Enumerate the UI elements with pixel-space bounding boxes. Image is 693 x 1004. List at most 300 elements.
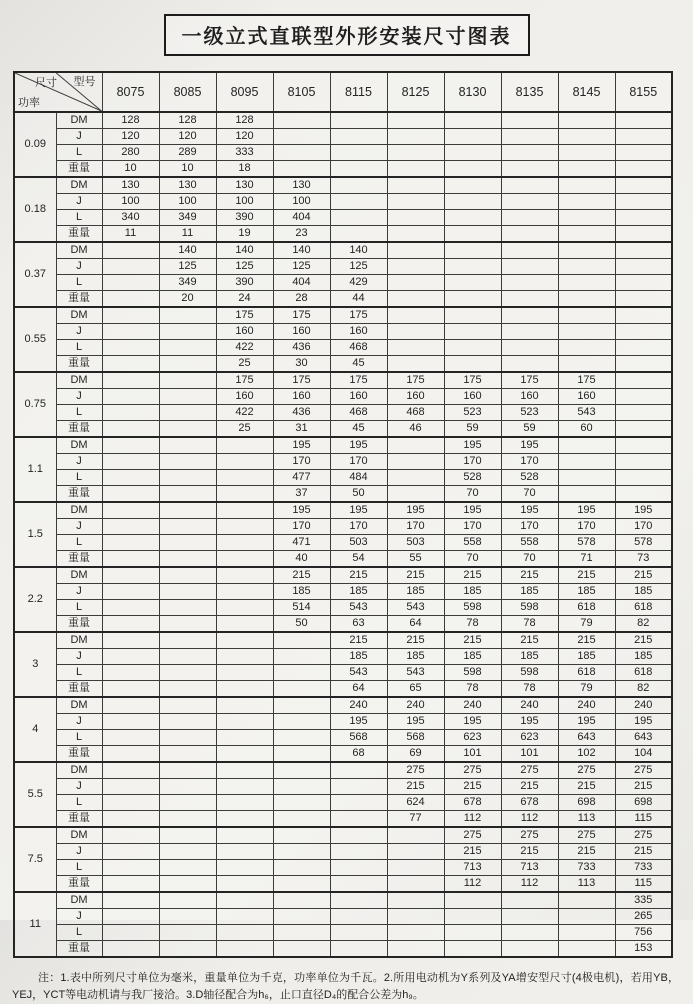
value-cell	[501, 194, 558, 210]
value-cell: 484	[330, 470, 387, 486]
value-cell	[159, 860, 216, 876]
table-row	[14, 746, 672, 763]
value-cell	[102, 779, 159, 795]
dimension-label-cell: L	[56, 600, 102, 616]
dimension-label-cell: 重量	[56, 161, 102, 178]
value-cell: 240	[615, 697, 672, 714]
value-cell: 185	[444, 584, 501, 600]
dimension-label-cell: L	[56, 470, 102, 486]
value-cell: 175	[501, 372, 558, 389]
value-cell	[444, 226, 501, 243]
dimension-label-cell: L	[56, 210, 102, 226]
value-cell	[102, 681, 159, 698]
value-cell: 78	[444, 616, 501, 633]
value-cell: 698	[615, 795, 672, 811]
value-cell: 240	[501, 697, 558, 714]
dimension-label-cell: DM	[56, 307, 102, 324]
value-cell	[159, 372, 216, 389]
value-cell: 128	[159, 112, 216, 129]
value-cell	[102, 600, 159, 616]
value-cell: 195	[501, 502, 558, 519]
value-cell	[159, 649, 216, 665]
value-cell	[273, 876, 330, 893]
table-row	[14, 714, 672, 730]
value-cell	[159, 405, 216, 421]
value-cell	[159, 502, 216, 519]
value-cell	[615, 112, 672, 129]
value-cell	[216, 795, 273, 811]
value-cell: 215	[501, 567, 558, 584]
value-cell	[273, 827, 330, 844]
dimension-label-cell: J	[56, 909, 102, 925]
model-header: 8130	[444, 72, 501, 112]
value-cell	[159, 876, 216, 893]
value-cell	[387, 112, 444, 129]
corner-label-power: 功率	[18, 97, 40, 109]
value-cell: 185	[558, 584, 615, 600]
value-cell: 78	[501, 681, 558, 698]
value-cell: 175	[387, 372, 444, 389]
value-cell	[558, 177, 615, 194]
value-cell	[273, 730, 330, 746]
power-cell: 5.5	[14, 762, 56, 827]
value-cell: 128	[102, 112, 159, 129]
table-row	[14, 844, 672, 860]
model-header: 8075	[102, 72, 159, 112]
value-cell	[558, 909, 615, 925]
power-cell: 0.37	[14, 242, 56, 307]
value-cell	[501, 892, 558, 909]
value-cell	[102, 632, 159, 649]
value-cell: 160	[558, 389, 615, 405]
title-bar	[0, 0, 693, 56]
dimension-label-cell: J	[56, 324, 102, 340]
value-cell	[615, 129, 672, 145]
value-cell: 643	[558, 730, 615, 746]
dimension-label-cell: L	[56, 340, 102, 356]
value-cell: 59	[444, 421, 501, 438]
value-cell: 558	[444, 535, 501, 551]
value-cell: 477	[273, 470, 330, 486]
value-cell: 275	[501, 762, 558, 779]
table-row	[14, 892, 672, 909]
value-cell	[159, 762, 216, 779]
value-cell	[159, 795, 216, 811]
value-cell	[102, 746, 159, 763]
dimension-label-cell: DM	[56, 632, 102, 649]
value-cell	[387, 827, 444, 844]
value-cell	[159, 486, 216, 503]
value-cell: 528	[501, 470, 558, 486]
value-cell: 28	[273, 291, 330, 308]
table-row	[14, 324, 672, 340]
value-cell	[501, 242, 558, 259]
value-cell	[102, 372, 159, 389]
model-header: 8155	[615, 72, 672, 112]
header-row	[14, 72, 672, 112]
dimension-label-cell: L	[56, 925, 102, 941]
dimension-label-cell: L	[56, 860, 102, 876]
value-cell: 101	[444, 746, 501, 763]
table-row	[14, 437, 672, 454]
value-cell	[444, 177, 501, 194]
value-cell: 195	[273, 437, 330, 454]
value-cell	[102, 811, 159, 828]
value-cell	[444, 307, 501, 324]
value-cell	[159, 844, 216, 860]
value-cell: 215	[615, 632, 672, 649]
value-cell	[501, 324, 558, 340]
value-cell	[159, 941, 216, 958]
value-cell: 79	[558, 681, 615, 698]
value-cell	[558, 129, 615, 145]
value-cell	[501, 145, 558, 161]
value-cell: 275	[558, 762, 615, 779]
table-row	[14, 779, 672, 795]
value-cell: 503	[330, 535, 387, 551]
value-cell: 215	[558, 779, 615, 795]
value-cell	[387, 437, 444, 454]
value-cell	[615, 177, 672, 194]
value-cell: 215	[615, 567, 672, 584]
dimension-label-cell: J	[56, 519, 102, 535]
value-cell	[558, 161, 615, 178]
value-cell	[330, 811, 387, 828]
value-cell: 289	[159, 145, 216, 161]
footnote: 注：1.表中所列尺寸单位为毫米，重量单位为千克，功率单位为千瓦。2.所用电动机为Y系列及YA增安型尺寸(4极电机)，若用YB，YEJ，YCT等电动机请与我厂接洽。3.D轴径配合为h₆，止口直径D₄的配合公差为h₉。	[12, 972, 679, 1001]
value-cell: 130	[216, 177, 273, 194]
value-cell: 175	[558, 372, 615, 389]
value-cell: 120	[102, 129, 159, 145]
value-cell	[159, 827, 216, 844]
value-cell: 503	[387, 535, 444, 551]
value-cell	[444, 161, 501, 178]
value-cell	[387, 129, 444, 145]
dimension-label-cell: J	[56, 259, 102, 275]
value-cell: 130	[273, 177, 330, 194]
value-cell	[102, 454, 159, 470]
value-cell	[558, 259, 615, 275]
value-cell: 120	[216, 129, 273, 145]
power-cell: 7.5	[14, 827, 56, 892]
value-cell: 215	[501, 632, 558, 649]
value-cell	[216, 600, 273, 616]
value-cell: 468	[330, 340, 387, 356]
dimension-label-cell: DM	[56, 112, 102, 129]
value-cell: 471	[273, 535, 330, 551]
value-cell	[102, 421, 159, 438]
value-cell: 215	[444, 844, 501, 860]
table-row	[14, 112, 672, 129]
value-cell: 275	[558, 827, 615, 844]
value-cell	[216, 665, 273, 681]
value-cell	[330, 194, 387, 210]
value-cell: 195	[330, 437, 387, 454]
value-cell	[216, 470, 273, 486]
value-cell	[159, 389, 216, 405]
value-cell: 185	[330, 649, 387, 665]
value-cell: 265	[615, 909, 672, 925]
value-cell: 70	[501, 486, 558, 503]
table-row	[14, 470, 672, 486]
value-cell: 240	[387, 697, 444, 714]
value-cell: 404	[273, 210, 330, 226]
value-cell	[273, 714, 330, 730]
value-cell: 195	[387, 714, 444, 730]
value-cell	[102, 567, 159, 584]
value-cell: 125	[330, 259, 387, 275]
value-cell: 68	[330, 746, 387, 763]
value-cell	[273, 746, 330, 763]
value-cell: 175	[330, 307, 387, 324]
table-row	[14, 519, 672, 535]
value-cell	[102, 242, 159, 259]
value-cell	[216, 909, 273, 925]
value-cell: 195	[330, 502, 387, 519]
value-cell	[387, 161, 444, 178]
value-cell	[501, 226, 558, 243]
value-cell	[330, 129, 387, 145]
value-cell	[387, 340, 444, 356]
value-cell: 46	[387, 421, 444, 438]
value-cell	[558, 194, 615, 210]
value-cell: 195	[444, 437, 501, 454]
value-cell: 698	[558, 795, 615, 811]
value-cell	[615, 307, 672, 324]
value-cell: 215	[387, 567, 444, 584]
value-cell	[558, 486, 615, 503]
value-cell	[159, 454, 216, 470]
value-cell	[102, 844, 159, 860]
table-row	[14, 389, 672, 405]
value-cell: 104	[615, 746, 672, 763]
table-row	[14, 632, 672, 649]
value-cell	[501, 925, 558, 941]
value-cell	[615, 372, 672, 389]
value-cell: 678	[501, 795, 558, 811]
value-cell	[501, 112, 558, 129]
value-cell	[330, 827, 387, 844]
value-cell: 195	[558, 502, 615, 519]
value-cell: 195	[444, 502, 501, 519]
value-cell	[387, 876, 444, 893]
value-cell	[444, 242, 501, 259]
value-cell: 24	[216, 291, 273, 308]
value-cell	[159, 584, 216, 600]
value-cell	[102, 925, 159, 941]
value-cell: 215	[501, 779, 558, 795]
value-cell	[615, 437, 672, 454]
value-cell	[615, 454, 672, 470]
value-cell: 195	[558, 714, 615, 730]
value-cell: 25	[216, 356, 273, 373]
value-cell	[330, 909, 387, 925]
value-cell	[102, 502, 159, 519]
value-cell: 195	[273, 502, 330, 519]
value-cell	[216, 454, 273, 470]
value-cell	[444, 194, 501, 210]
table-row	[14, 372, 672, 389]
value-cell	[501, 941, 558, 958]
value-cell: 275	[615, 762, 672, 779]
value-cell	[330, 762, 387, 779]
value-cell	[273, 112, 330, 129]
value-cell	[615, 242, 672, 259]
dimension-label-cell: 重量	[56, 421, 102, 438]
value-cell	[558, 210, 615, 226]
value-cell: 623	[501, 730, 558, 746]
value-cell	[387, 194, 444, 210]
value-cell	[102, 616, 159, 633]
dimension-label-cell: DM	[56, 177, 102, 194]
dimension-label-cell: L	[56, 405, 102, 421]
value-cell	[330, 892, 387, 909]
value-cell	[615, 486, 672, 503]
value-cell: 523	[501, 405, 558, 421]
value-cell	[216, 697, 273, 714]
value-cell	[387, 844, 444, 860]
value-cell	[501, 259, 558, 275]
power-cell: 1.5	[14, 502, 56, 567]
value-cell	[501, 291, 558, 308]
model-header: 8135	[501, 72, 558, 112]
value-cell: 185	[387, 649, 444, 665]
value-cell	[159, 356, 216, 373]
value-cell: 543	[387, 665, 444, 681]
dimension-label-cell: 重量	[56, 551, 102, 568]
value-cell	[501, 161, 558, 178]
value-cell: 54	[330, 551, 387, 568]
value-cell: 160	[330, 324, 387, 340]
value-cell	[216, 649, 273, 665]
value-cell: 618	[558, 600, 615, 616]
value-cell: 404	[273, 275, 330, 291]
value-cell: 543	[558, 405, 615, 421]
value-cell	[273, 811, 330, 828]
table-row	[14, 275, 672, 291]
power-cell: 0.18	[14, 177, 56, 242]
value-cell: 215	[444, 632, 501, 649]
value-cell	[615, 421, 672, 438]
value-cell	[330, 210, 387, 226]
model-header: 8085	[159, 72, 216, 112]
value-cell	[159, 746, 216, 763]
value-cell	[102, 259, 159, 275]
dimension-label-cell: J	[56, 779, 102, 795]
table-row	[14, 194, 672, 210]
value-cell	[444, 941, 501, 958]
value-cell: 112	[444, 811, 501, 828]
value-cell	[444, 356, 501, 373]
value-cell	[444, 324, 501, 340]
value-cell	[216, 632, 273, 649]
table-row	[14, 486, 672, 503]
dimension-label-cell: DM	[56, 762, 102, 779]
dimension-label-cell: DM	[56, 502, 102, 519]
value-cell	[216, 746, 273, 763]
value-cell	[216, 567, 273, 584]
value-cell	[102, 291, 159, 308]
value-cell: 101	[501, 746, 558, 763]
table-row	[14, 762, 672, 779]
model-header: 8105	[273, 72, 330, 112]
dimension-label-cell: J	[56, 129, 102, 145]
value-cell: 160	[501, 389, 558, 405]
value-cell: 215	[387, 632, 444, 649]
value-cell: 195	[330, 714, 387, 730]
value-cell: 50	[273, 616, 330, 633]
table-row	[14, 827, 672, 844]
value-cell	[273, 779, 330, 795]
power-cell: 11	[14, 892, 56, 957]
value-cell: 100	[159, 194, 216, 210]
value-cell	[102, 535, 159, 551]
dimension-label-cell: 重量	[56, 486, 102, 503]
value-cell	[159, 600, 216, 616]
value-cell: 215	[330, 567, 387, 584]
value-cell: 82	[615, 681, 672, 698]
value-cell: 125	[159, 259, 216, 275]
value-cell: 215	[330, 632, 387, 649]
table-row	[14, 941, 672, 958]
value-cell	[159, 616, 216, 633]
table-row	[14, 535, 672, 551]
value-cell	[387, 470, 444, 486]
value-cell	[216, 925, 273, 941]
value-cell: 113	[558, 811, 615, 828]
dimension-label-cell: 重量	[56, 291, 102, 308]
value-cell	[102, 876, 159, 893]
model-header: 8095	[216, 72, 273, 112]
value-cell: 618	[615, 665, 672, 681]
value-cell: 756	[615, 925, 672, 941]
value-cell	[558, 925, 615, 941]
table-row	[14, 356, 672, 373]
value-cell	[558, 941, 615, 958]
dimension-label-cell: J	[56, 584, 102, 600]
table-row	[14, 925, 672, 941]
value-cell	[558, 145, 615, 161]
value-cell	[273, 844, 330, 860]
value-cell: 623	[444, 730, 501, 746]
value-cell	[216, 681, 273, 698]
value-cell	[102, 649, 159, 665]
dimension-label-cell: L	[56, 275, 102, 291]
value-cell	[501, 909, 558, 925]
value-cell: 160	[387, 389, 444, 405]
value-cell: 514	[273, 600, 330, 616]
value-cell: 185	[330, 584, 387, 600]
value-cell: 468	[330, 405, 387, 421]
value-cell	[558, 307, 615, 324]
value-cell	[273, 681, 330, 698]
dimension-label-cell: DM	[56, 827, 102, 844]
value-cell	[216, 502, 273, 519]
value-cell	[330, 226, 387, 243]
value-cell: 102	[558, 746, 615, 763]
value-cell	[216, 730, 273, 746]
value-cell: 140	[159, 242, 216, 259]
table-row	[14, 177, 672, 194]
value-cell: 349	[159, 210, 216, 226]
table-row	[14, 567, 672, 584]
value-cell: 436	[273, 340, 330, 356]
dimension-label-cell: DM	[56, 437, 102, 454]
value-cell	[387, 226, 444, 243]
value-cell: 128	[216, 112, 273, 129]
value-cell	[102, 584, 159, 600]
value-cell: 40	[273, 551, 330, 568]
